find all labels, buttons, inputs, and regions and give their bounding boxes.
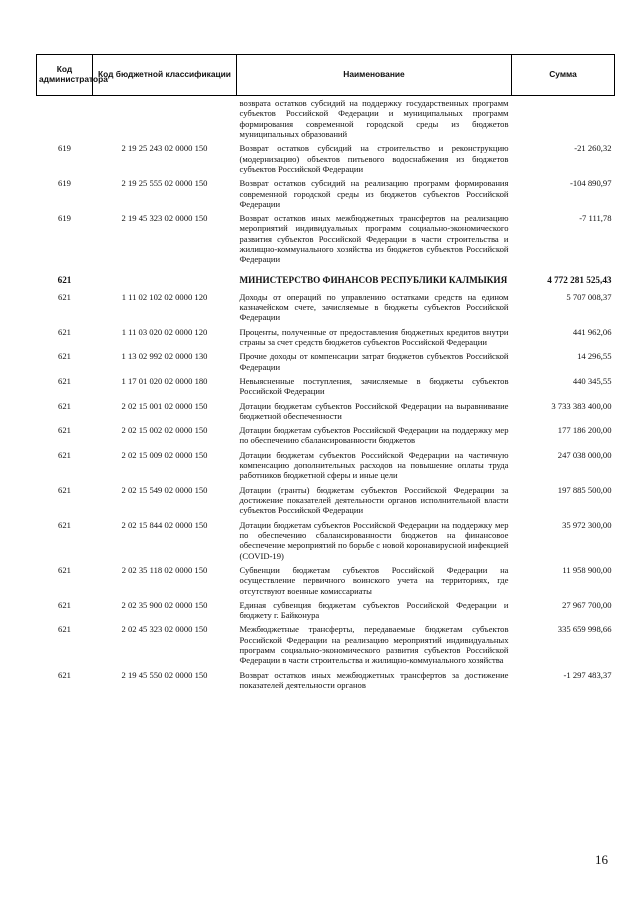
sum-cell: 247 038 000,00 [557,449,612,460]
name-cell: Субвенции бюджетам субъектов Российской Федерации на осуществление первичного воинского учета на территориях, где отсутствуют военные комиссариаты [239,564,509,596]
table-row [37,423,615,448]
table-row [37,483,615,518]
sum-cell: 335 659 998,66 [557,624,612,635]
admin-code-cell: 621 [58,400,71,411]
budget-code-cell [93,96,237,142]
budget-code-cell: 2 19 25 555 02 0000 150 [121,178,208,189]
budget-code-cell: 2 02 15 844 02 0000 150 [121,519,208,530]
admin-code-cell: 621 [58,599,71,610]
name-cell: Возврат остатков иных межбюджетных трансфертов на реализацию мероприятий индивидуальных программ социально-экономического развития субъектов Российской Федерации в части строительства и жилищно-коммунального хозяйства из бюджетов субъектов Российской Федерации [239,213,509,265]
table-row [37,668,615,693]
sum-cell: 197 885 500,00 [557,484,612,495]
header-admin-code: Код администратора [37,55,93,96]
name-cell: Межбюджетные трансферты, передаваемые бюджетам субъектов Российской Федерации на реализацию мероприятий индивидуальных программ социально-экономического развития субъектов Российской Федерации в части строительства и жилищно-коммунального хозяйства [239,624,509,666]
budget-code-cell: 1 11 02 102 02 0000 120 [121,291,208,302]
sum-cell: 14 296,55 [577,351,612,362]
admin-code-cell: 621 [58,564,71,575]
sum-cell: 440 345,55 [572,375,612,386]
budget-code-cell: 2 02 15 001 02 0000 150 [121,400,208,411]
admin-code-cell: 621 [58,624,71,635]
name-cell: Возврат остатков субсидий на реализацию программ формирования современной городской среды из бюджетов субъектов Российской Федерации [239,178,509,209]
table-row [37,448,615,483]
table-row [37,141,615,176]
name-cell: Доходы от операций по управлению остатками средств на едином казначейском счете, зачисляемые в бюджеты субъектов Российской Федерации [239,291,509,323]
budget-code-cell: 2 02 35 900 02 0000 150 [121,599,208,610]
name-cell: МИНИСТЕРСТВО ФИНАНСОВ РЕСПУБЛИКИ КАЛМЫКИЯ [239,274,508,285]
table-body [37,96,615,693]
sum-cell: 5 707 008,37 [566,291,612,302]
budget-code-cell: 2 02 15 009 02 0000 150 [121,449,208,460]
budget-revenue-table [36,54,615,692]
table-row [37,211,615,267]
sum-cell: -104 890,97 [569,178,612,189]
admin-code-cell: 621 [58,449,71,460]
sum-cell: -21 260,32 [574,143,612,154]
name-cell: Дотации бюджетам субъектов Российской Федерации на поддержку мер по обеспечению сбалансированности бюджетов на финансовое обеспечение мероприятий по борьбе с новой коронавирусной инфекцией (COVID-19) [239,519,509,561]
admin-code-cell: 621 [58,425,71,436]
name-cell: Невыясненные поступления, зачисляемые в бюджеты субъектов Российской Федерации [239,375,509,397]
name-cell: возврата остатков субсидий на поддержку государственных программ субъектов Российской Федерации и муниципальных программ формирования современной городской среды из бюджетов муниципальных образований [239,98,509,139]
sum-cell: 4 772 281 525,43 [547,274,612,285]
sum-cell: -1 297 483,37 [563,669,612,680]
admin-code-cell: 621 [58,326,71,337]
budget-code-cell: 2 19 45 323 02 0000 150 [121,213,208,224]
budget-code-cell: 2 02 45 323 02 0000 150 [121,624,208,635]
name-cell: Возврат остатков иных межбюджетных трансфертов за достижение показателей деятельности органов [239,669,509,691]
admin-code-cell [37,96,93,142]
sum-cell: 11 958 900,00 [562,564,612,575]
name-cell: Дотации бюджетам субъектов Российской Федерации на выравнивание бюджетной обеспеченности [239,400,509,421]
admin-code-cell: 621 [58,291,71,302]
budget-code-cell: 2 19 45 550 02 0000 150 [121,669,208,680]
name-cell: Прочие доходы от компенсации затрат бюджетов субъектов Российской Федерации [239,351,509,372]
sum-cell [512,96,615,142]
table-row [37,349,615,374]
table-row [37,176,615,211]
table-row [37,518,615,563]
name-cell: Дотации бюджетам субъектов Российской Федерации на частичную компенсацию дополнительных расходов на повышение оплаты труда работников бюджетной сферы и иные цели [239,449,509,481]
sum-cell: 35 972 300,00 [562,519,612,530]
table-row [37,598,615,623]
admin-code-cell: 621 [58,669,71,680]
table-row [37,267,615,290]
header-name: Наименование [237,55,512,96]
budget-code-cell: 2 02 35 118 02 0000 150 [121,564,208,575]
budget-code-cell: 1 17 01 020 02 0000 180 [121,375,208,386]
admin-code-cell: 619 [58,143,71,154]
table-row [37,96,615,142]
budget-code-cell: 2 02 15 002 02 0000 150 [121,425,208,436]
name-cell: Дотации (гранты) бюджетам субъектов Российской Федерации за достижение показателей деятельности органов исполнительной власти субъектов Российской Федерации [239,484,509,516]
budget-code-cell [93,267,237,290]
name-cell: Дотации бюджетам субъектов Российской Федерации на поддержку мер по обеспечению сбалансированности бюджетов [239,425,509,446]
sum-cell: 3 733 383 400,00 [551,400,612,411]
sum-cell: 27 967 700,00 [562,599,612,610]
admin-code-cell: 619 [58,213,71,224]
table-row [37,374,615,399]
header-sum: Сумма [512,55,615,96]
table-row [37,290,615,325]
admin-code-cell: 621 [58,375,71,386]
admin-code-cell: 621 [58,484,71,495]
name-cell: Проценты, полученные от предоставления бюджетных кредитов внутри страны за счет средств бюджетов субъектов Российской Федерации [239,326,509,347]
table-row [37,563,615,598]
table-row [37,325,615,350]
sum-cell: -7 111,78 [579,213,612,224]
budget-code-cell: 1 11 03 020 02 0000 120 [121,326,208,337]
table-row [37,399,615,424]
header-budget-code: Код бюджетной классификации [93,55,237,96]
name-cell: Возврат остатков субсидий на строительство и реконструкцию (модернизацию) объектов питьевого водоснабжения из бюджетов субъектов Российской Федерации [239,143,509,174]
admin-code-cell: 621 [58,519,71,530]
budget-code-cell: 1 13 02 992 02 0000 130 [121,351,208,362]
table-header-row [37,55,615,96]
table-row [37,622,615,667]
sum-cell: 441 962,06 [572,326,612,337]
admin-code-cell: 621 [57,274,72,285]
admin-code-cell: 619 [58,178,71,189]
page-number: 16 [595,852,608,867]
name-cell: Единая субвенция бюджетам субъектов Российской Федерации и бюджету г. Байконура [239,599,509,621]
sum-cell: 177 186 200,00 [557,425,612,436]
budget-code-cell: 2 02 15 549 02 0000 150 [121,484,208,495]
budget-code-cell: 2 19 25 243 02 0000 150 [121,143,208,154]
admin-code-cell: 621 [58,351,71,362]
